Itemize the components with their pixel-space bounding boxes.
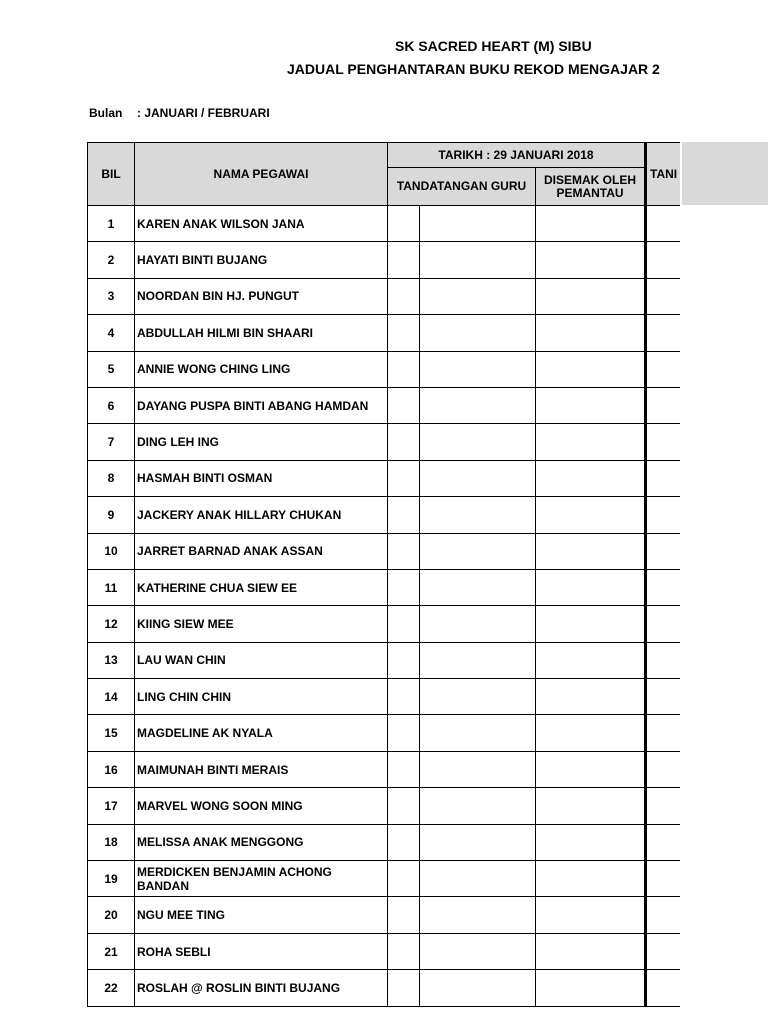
signature-cell-b xyxy=(420,315,536,351)
officer-name: NOORDAN BIN HJ. PUNGUT xyxy=(135,278,388,314)
col-header-checked: DISEMAK OLEH PEMANTAU xyxy=(536,168,646,206)
officer-name: ROHA SEBLI xyxy=(135,933,388,969)
next-date-cell xyxy=(646,315,680,351)
checked-cell xyxy=(536,533,646,569)
signature-cell-a xyxy=(388,242,420,278)
signature-cell-a xyxy=(388,387,420,423)
officer-name: LAU WAN CHIN xyxy=(135,642,388,678)
row-number: 13 xyxy=(88,642,135,678)
schedule-title: JADUAL PENGHANTARAN BUKU REKOD MENGAJAR 2 xyxy=(287,61,660,77)
signature-cell-a xyxy=(388,424,420,460)
signature-cell-b xyxy=(420,824,536,860)
signature-cell-b xyxy=(420,278,536,314)
table-row xyxy=(88,351,680,387)
checked-cell xyxy=(536,788,646,824)
signature-cell-a xyxy=(388,460,420,496)
row-number: 7 xyxy=(88,424,135,460)
next-date-cell xyxy=(646,242,680,278)
officer-name: MAIMUNAH BINTI MERAIS xyxy=(135,751,388,787)
signature-cell-b xyxy=(420,715,536,751)
officer-name: DAYANG PUSPA BINTI ABANG HAMDAN xyxy=(135,387,388,423)
checked-cell xyxy=(536,751,646,787)
signature-cell-a xyxy=(388,206,420,242)
signature-cell-a xyxy=(388,315,420,351)
officer-name: JARRET BARNAD ANAK ASSAN xyxy=(135,533,388,569)
row-number: 17 xyxy=(88,788,135,824)
checked-cell xyxy=(536,387,646,423)
month-value: : JANUARI / FEBRUARI xyxy=(137,106,270,120)
table-row xyxy=(88,533,680,569)
signature-cell-b xyxy=(420,206,536,242)
col-header-nama: NAMA PEGAWAI xyxy=(135,143,388,206)
signature-cell-a xyxy=(388,497,420,533)
checked-cell xyxy=(536,824,646,860)
checked-cell xyxy=(536,424,646,460)
next-date-cell xyxy=(646,606,680,642)
row-number: 8 xyxy=(88,460,135,496)
signature-cell-a xyxy=(388,824,420,860)
next-date-cell xyxy=(646,788,680,824)
officer-name: KIING SIEW MEE xyxy=(135,606,388,642)
checked-cell xyxy=(536,460,646,496)
signature-cell-a xyxy=(388,751,420,787)
checked-cell xyxy=(536,933,646,969)
next-date-cell xyxy=(646,351,680,387)
signature-cell-a xyxy=(388,715,420,751)
table-row xyxy=(88,715,680,751)
signature-cell-a xyxy=(388,897,420,933)
signature-cell-b xyxy=(420,242,536,278)
officer-name: ANNIE WONG CHING LING xyxy=(135,351,388,387)
col-header-next: TANI xyxy=(646,143,680,206)
row-number: 19 xyxy=(88,861,135,897)
signature-cell-b xyxy=(420,497,536,533)
officer-name: MERDICKEN BENJAMIN ACHONG BANDAN xyxy=(135,861,388,897)
next-date-cell xyxy=(646,970,680,1006)
row-number: 3 xyxy=(88,278,135,314)
table-row xyxy=(88,679,680,715)
signature-cell-b xyxy=(420,751,536,787)
signature-cell-b xyxy=(420,387,536,423)
next-date-cell xyxy=(646,206,680,242)
school-title: SK SACRED HEART (M) SIBU xyxy=(395,38,592,54)
row-number: 15 xyxy=(88,715,135,751)
next-date-cell xyxy=(646,861,680,897)
row-number: 6 xyxy=(88,387,135,423)
next-date-cell xyxy=(646,933,680,969)
checked-cell xyxy=(536,970,646,1006)
date-header: TARIKH : 29 JANUARI 2018 xyxy=(388,143,646,168)
signature-cell-b xyxy=(420,679,536,715)
officer-name: LING CHIN CHIN xyxy=(135,679,388,715)
checked-cell xyxy=(536,642,646,678)
signature-cell-a xyxy=(388,642,420,678)
signature-cell-a xyxy=(388,278,420,314)
row-number: 4 xyxy=(88,315,135,351)
checked-cell xyxy=(536,351,646,387)
signature-cell-a xyxy=(388,970,420,1006)
row-number: 9 xyxy=(88,497,135,533)
signature-cell-a xyxy=(388,351,420,387)
next-date-cell xyxy=(646,897,680,933)
checked-cell xyxy=(536,242,646,278)
checked-cell xyxy=(536,861,646,897)
officer-name: JACKERY ANAK HILLARY CHUKAN xyxy=(135,497,388,533)
checked-cell xyxy=(536,715,646,751)
table-row xyxy=(88,933,680,969)
signature-cell-b xyxy=(420,897,536,933)
signature-cell-b xyxy=(420,569,536,605)
row-number: 10 xyxy=(88,533,135,569)
row-number: 22 xyxy=(88,970,135,1006)
table-row xyxy=(88,497,680,533)
next-date-cell xyxy=(646,679,680,715)
signature-cell-a xyxy=(388,606,420,642)
col-header-bil: BIL xyxy=(88,143,135,206)
officer-name: DING LEH ING xyxy=(135,424,388,460)
signature-cell-b xyxy=(420,933,536,969)
officer-name: MAGDELINE AK NYALA xyxy=(135,715,388,751)
next-date-cell xyxy=(646,278,680,314)
table-row xyxy=(88,897,680,933)
table-row xyxy=(88,206,680,242)
checked-cell xyxy=(536,679,646,715)
checked-cell xyxy=(536,315,646,351)
officer-name: KATHERINE CHUA SIEW EE xyxy=(135,569,388,605)
signature-cell-a xyxy=(388,933,420,969)
table-row xyxy=(88,569,680,605)
officer-name: HASMAH BINTI OSMAN xyxy=(135,460,388,496)
next-date-cell xyxy=(646,497,680,533)
table-row xyxy=(88,278,680,314)
row-number: 1 xyxy=(88,206,135,242)
table-row xyxy=(88,460,680,496)
row-number: 12 xyxy=(88,606,135,642)
row-number: 2 xyxy=(88,242,135,278)
next-date-cell xyxy=(646,424,680,460)
table-row xyxy=(88,642,680,678)
checked-cell xyxy=(536,497,646,533)
officer-name: KAREN ANAK WILSON JANA xyxy=(135,206,388,242)
signature-cell-b xyxy=(420,788,536,824)
officer-name: MARVEL WONG SOON MING xyxy=(135,788,388,824)
signature-cell-b xyxy=(420,424,536,460)
checked-cell xyxy=(536,569,646,605)
col-header-sign: TANDATANGAN GURU xyxy=(388,168,536,206)
header-shading xyxy=(682,142,768,205)
table-row xyxy=(88,824,680,860)
signature-cell-a xyxy=(388,861,420,897)
table-row xyxy=(88,387,680,423)
next-date-cell xyxy=(646,715,680,751)
officer-name: ROSLAH @ ROSLIN BINTI BUJANG xyxy=(135,970,388,1006)
next-date-cell xyxy=(646,569,680,605)
row-number: 5 xyxy=(88,351,135,387)
table-row xyxy=(88,751,680,787)
table-row xyxy=(88,788,680,824)
row-number: 18 xyxy=(88,824,135,860)
row-number: 16 xyxy=(88,751,135,787)
next-date-cell xyxy=(646,824,680,860)
signature-cell-b xyxy=(420,533,536,569)
checked-cell xyxy=(536,897,646,933)
table-row xyxy=(88,970,680,1006)
signature-cell-b xyxy=(420,351,536,387)
month-label: Bulan xyxy=(89,106,123,120)
month-line xyxy=(89,106,270,120)
table-row xyxy=(88,315,680,351)
row-number: 11 xyxy=(88,569,135,605)
row-number: 14 xyxy=(88,679,135,715)
officer-name: ABDULLAH HILMI BIN SHAARI xyxy=(135,315,388,351)
row-number: 20 xyxy=(88,897,135,933)
table-row xyxy=(88,424,680,460)
officer-name: HAYATI BINTI BUJANG xyxy=(135,242,388,278)
signature-cell-b xyxy=(420,460,536,496)
table-row xyxy=(88,606,680,642)
signature-cell-a xyxy=(388,679,420,715)
signature-cell-b xyxy=(420,642,536,678)
table-row xyxy=(88,242,680,278)
signature-cell-a xyxy=(388,788,420,824)
signature-cell-b xyxy=(420,970,536,1006)
next-date-cell xyxy=(646,387,680,423)
signature-cell-a xyxy=(388,569,420,605)
next-date-cell xyxy=(646,751,680,787)
officer-name: NGU MEE TING xyxy=(135,897,388,933)
signature-cell-a xyxy=(388,533,420,569)
signature-cell-b xyxy=(420,861,536,897)
next-date-cell xyxy=(646,460,680,496)
row-number: 21 xyxy=(88,933,135,969)
checked-cell xyxy=(536,278,646,314)
checked-cell xyxy=(536,606,646,642)
officer-name: MELISSA ANAK MENGGONG xyxy=(135,824,388,860)
signature-cell-b xyxy=(420,606,536,642)
table-row xyxy=(88,861,680,897)
next-date-cell xyxy=(646,642,680,678)
checked-cell xyxy=(536,206,646,242)
submission-table xyxy=(87,142,680,1007)
next-date-cell xyxy=(646,533,680,569)
